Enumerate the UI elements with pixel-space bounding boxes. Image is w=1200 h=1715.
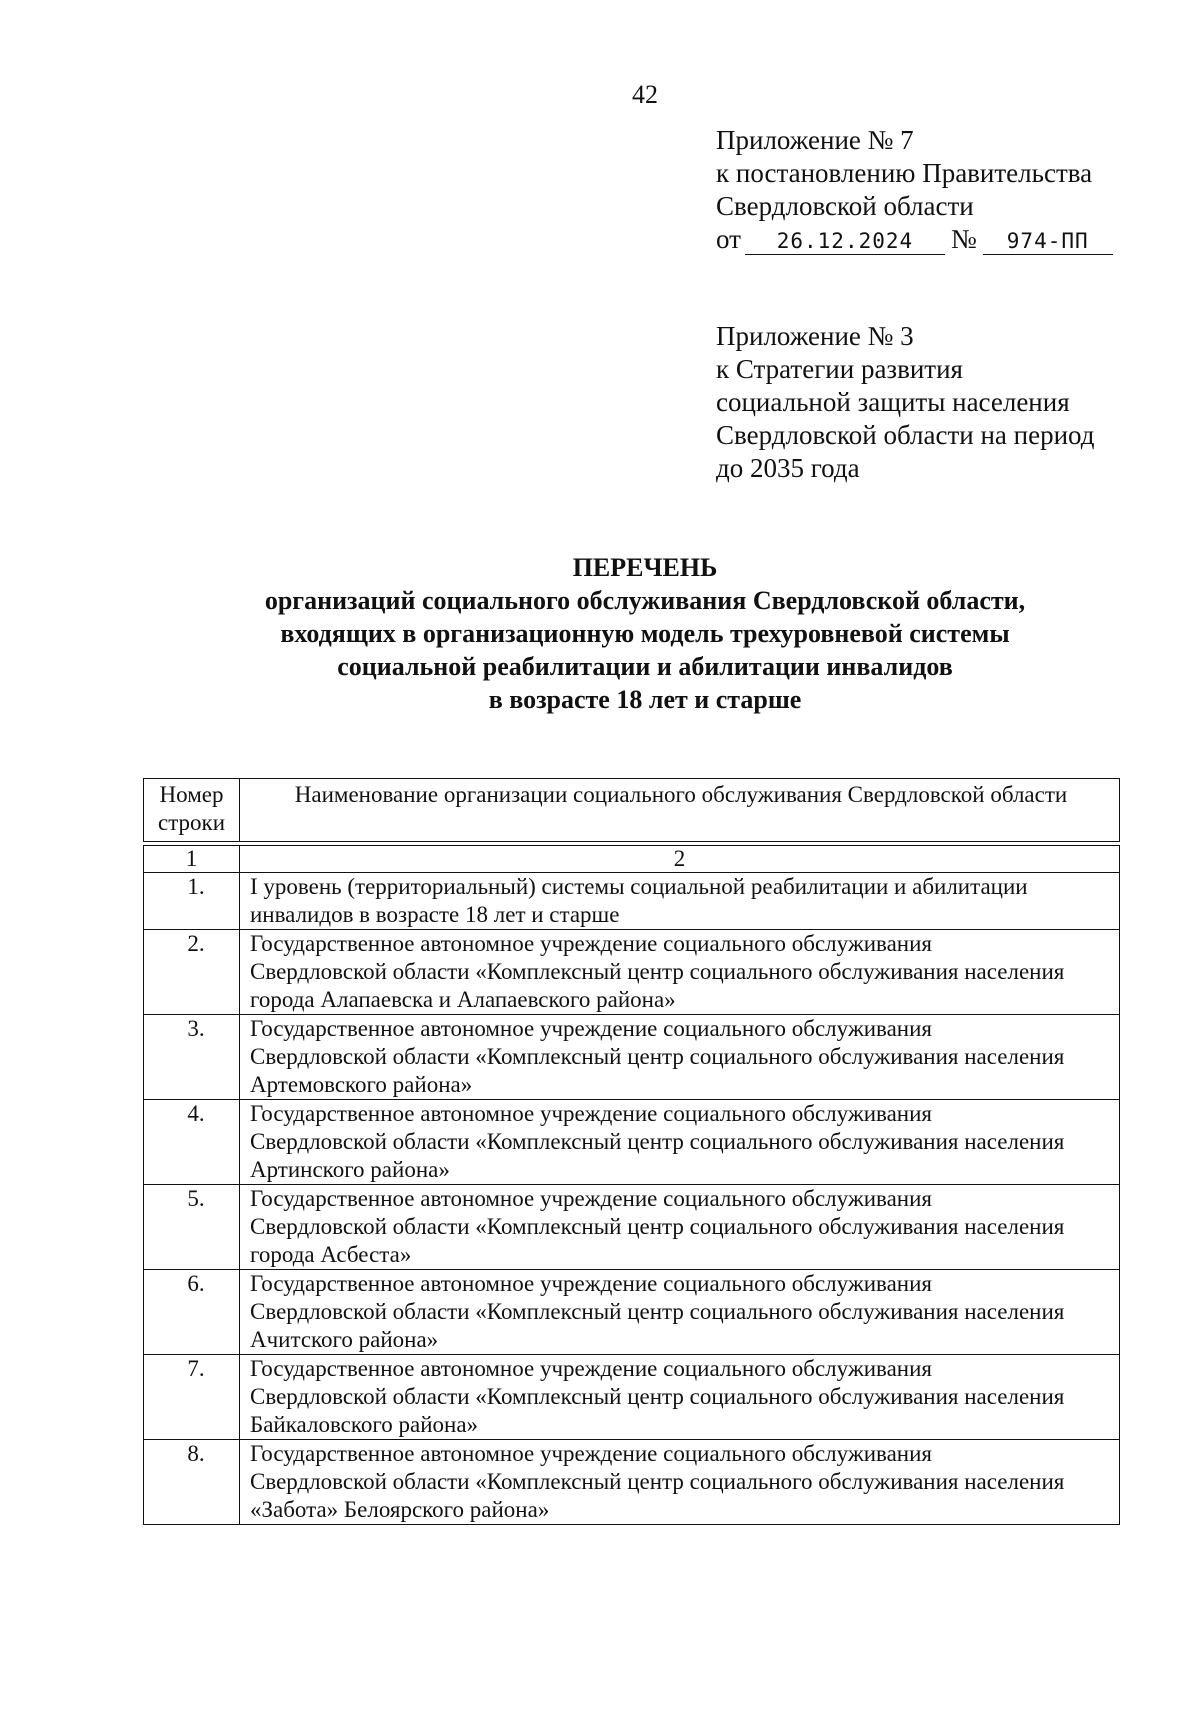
organization-name-line: Государственное автономное учреждение социального обслуживания bbox=[250, 1016, 933, 1041]
row-number: 2. bbox=[144, 930, 240, 1015]
appendix-3-line: Приложение № 3 bbox=[716, 321, 914, 351]
header-number-cell bbox=[144, 779, 240, 842]
title-line: организаций социального обслуживания Свердловской области, bbox=[264, 586, 1026, 615]
organization-name-line: Артинского района» bbox=[250, 1157, 450, 1182]
organizations-table bbox=[143, 778, 1120, 1525]
appendix-7-line3: Свердловской области bbox=[716, 191, 974, 221]
organization-name-line: Свердловской области «Комплексный центр социального обслуживания населения bbox=[250, 1214, 1065, 1239]
resolution-date: 26.12.2024 bbox=[745, 228, 945, 255]
organization-name-line: Государственное автономное учреждение социального обслуживания bbox=[250, 1186, 933, 1211]
organization-name-line: I уровень (территориальный) системы социальной реабилитации и абилитации bbox=[250, 874, 1028, 899]
organization-name-line: Государственное автономное учреждение социального обслуживания bbox=[250, 1356, 933, 1381]
row-number: 8. bbox=[144, 1440, 240, 1525]
column-index-row bbox=[144, 846, 1120, 873]
title-line: социальной реабилитации и абилитации инвалидов bbox=[337, 652, 953, 681]
organization-name-line: Государственное автономное учреждение социального обслуживания bbox=[250, 1271, 933, 1296]
header-name-cell: Наименование организации социального обслуживания Свердловской области bbox=[240, 779, 1120, 842]
appendix-3-line: Свердловской области на период bbox=[716, 420, 1095, 450]
appendix-3-line: к Стратегии развития bbox=[716, 354, 963, 384]
appendix-7-title: Приложение № 7 bbox=[716, 125, 914, 155]
table-row bbox=[144, 1100, 1120, 1185]
organization-name-line: Свердловской области «Комплексный центр социального обслуживания населения bbox=[250, 1469, 1065, 1494]
organization-name-line: Свердловской области «Комплексный центр социального обслуживания населения bbox=[250, 959, 1065, 984]
row-number: 4. bbox=[144, 1100, 240, 1185]
organization-name-line: Байкаловского района» bbox=[250, 1412, 479, 1437]
row-number: 1. bbox=[144, 873, 240, 930]
page-number: 42 bbox=[632, 80, 658, 109]
row-number: 6. bbox=[144, 1270, 240, 1355]
table-row bbox=[144, 930, 1120, 1015]
document-title bbox=[0, 551, 1200, 716]
organization-name-line: Артемовского района» bbox=[250, 1072, 473, 1097]
table-row bbox=[144, 873, 1120, 930]
row-number: 7. bbox=[144, 1355, 240, 1440]
organization-name-line: инвалидов в возрасте 18 лет и старше bbox=[250, 902, 620, 927]
table-header-row bbox=[144, 779, 1120, 842]
organization-name-line: Свердловской области «Комплексный центр социального обслуживания населения bbox=[250, 1384, 1065, 1409]
appendix-7-line2: к постановлению Правительства bbox=[716, 158, 1093, 188]
table-body bbox=[144, 779, 1120, 1525]
organization-name bbox=[240, 1355, 1120, 1440]
table-row bbox=[144, 1355, 1120, 1440]
table-row bbox=[144, 1270, 1120, 1355]
resolution-number: 974-ПП bbox=[983, 228, 1113, 255]
organization-name-line: «Забота» Белоярского района» bbox=[250, 1497, 550, 1522]
organization-name bbox=[240, 1270, 1120, 1355]
organization-name-line: Ачитского района» bbox=[250, 1327, 439, 1352]
organization-name bbox=[240, 1440, 1120, 1525]
column-index-2: 2 bbox=[240, 846, 1120, 873]
organization-name-line: Свердловской области «Комплексный центр социального обслуживания населения bbox=[250, 1044, 1065, 1069]
title-line: в возрасте 18 лет и старше bbox=[488, 685, 802, 714]
table-row bbox=[144, 1015, 1120, 1100]
column-index-1: 1 bbox=[144, 846, 240, 873]
appendix-3-line: социальной защиты населения bbox=[716, 387, 1070, 417]
title-heading: ПЕРЕЧЕНЬ bbox=[572, 553, 718, 582]
table-row bbox=[144, 1185, 1120, 1270]
number-label: № bbox=[950, 224, 977, 254]
organization-name bbox=[240, 873, 1120, 930]
organization-name-line: Государственное автономное учреждение социального обслуживания bbox=[250, 1101, 933, 1126]
organization-name-line: города Алапаевска и Алапаевского района» bbox=[250, 987, 676, 1012]
appendix-7-date-line bbox=[716, 223, 1113, 256]
organization-name bbox=[240, 930, 1120, 1015]
organization-name-line: Свердловской области «Комплексный центр социального обслуживания населения bbox=[250, 1299, 1065, 1324]
row-number: 5. bbox=[144, 1185, 240, 1270]
row-number: 3. bbox=[144, 1015, 240, 1100]
header-number-line1: Номер bbox=[159, 782, 224, 807]
title-subtitle bbox=[0, 584, 1200, 716]
title-line: входящих в организационную модель трехуровневой системы bbox=[280, 619, 1010, 648]
organization-name-line: города Асбеста» bbox=[250, 1242, 412, 1267]
appendix-7-block bbox=[716, 124, 1113, 256]
table-row bbox=[144, 1440, 1120, 1525]
organization-name bbox=[240, 1185, 1120, 1270]
organization-name-line: Государственное автономное учреждение социального обслуживания bbox=[250, 1441, 933, 1466]
header-number-line2: строки bbox=[157, 810, 226, 835]
appendix-3-block bbox=[716, 320, 1095, 485]
organization-name bbox=[240, 1100, 1120, 1185]
appendix-3-line: до 2035 года bbox=[716, 453, 860, 483]
from-label: от bbox=[716, 224, 741, 254]
organization-name-line: Государственное автономное учреждение социального обслуживания bbox=[250, 931, 933, 956]
organization-name bbox=[240, 1015, 1120, 1100]
organization-name-line: Свердловской области «Комплексный центр социального обслуживания населения bbox=[250, 1129, 1065, 1154]
